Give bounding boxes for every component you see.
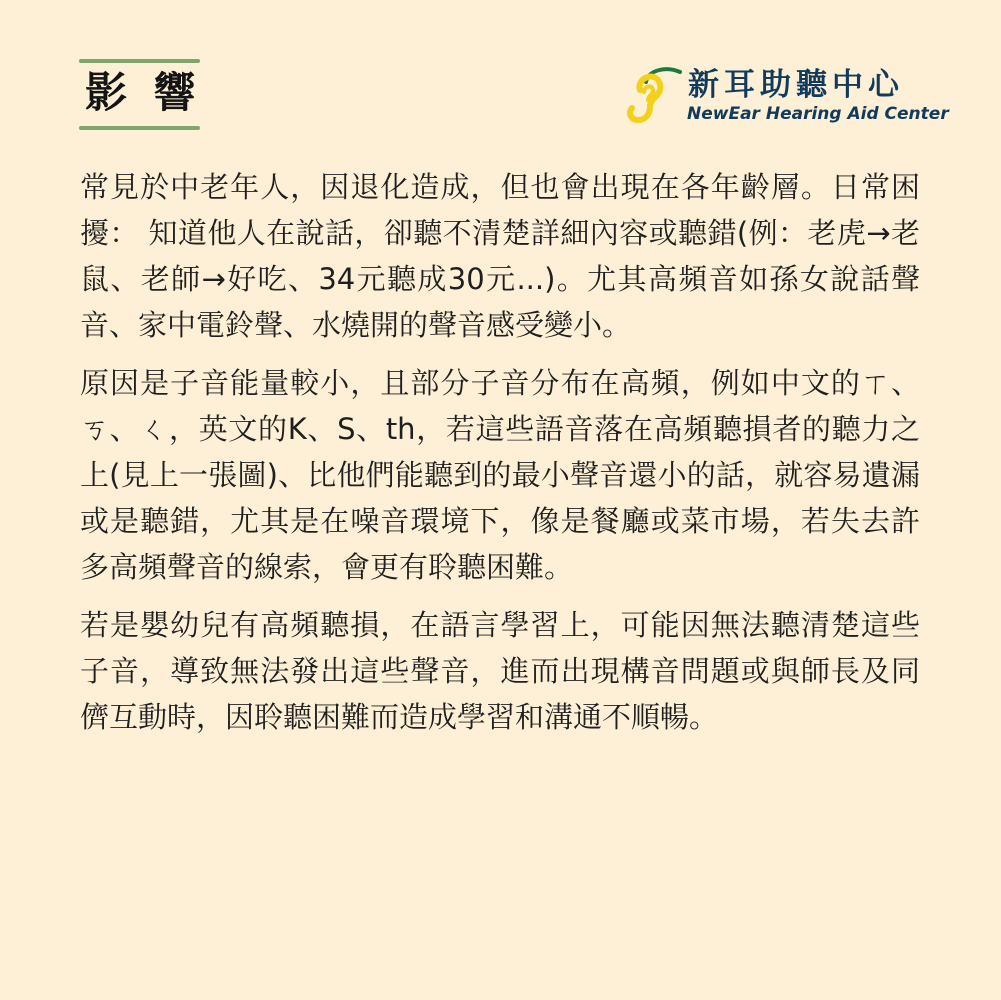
- brand-logo: [626, 62, 949, 128]
- brand-name-chinese: 新耳助聽中心: [688, 67, 904, 103]
- brand-name-english: NewEar Hearing Aid Center: [687, 104, 949, 124]
- ear-swirl-logo-icon: [626, 62, 688, 126]
- page-title: 影 響: [85, 68, 202, 117]
- title-bottom-divider: [79, 126, 200, 130]
- paragraph-causes: 原因是子音能量較小，且部分子音分布在高頻，例如中文的ㄒ、ㄎ、ㄑ，英文的K、S、th，若這些語音落在高頻聽損者的聽力之上(見上一張圖)、比他們能聽到的最小聲音還小的話，就容易遺漏或是聽錯，尤其是在噪音環境下，像是餐廳或菜市場，若失去許多高頻聲音的線索，會更有聆聽困難。: [80, 366, 920, 584]
- article-body: [80, 164, 920, 740]
- page-title-block: [79, 57, 200, 131]
- paragraph-children: 若是嬰幼兒有高頻聽損，在語言學習上，可能因無法聽清楚這些子音，導致無法發出這些聲音，進而出現構音問題或與師長及同儕互動時，因聆聽困難而造成學習和溝通不順暢。: [80, 608, 920, 734]
- paragraph-symptoms: 常見於中老年人，因退化造成，但也會出現在各年齡層。日常困擾： 知道他人在說話，卻聽不清楚詳細內容或聽錯(例：老虎→老鼠、老師→好吃、34元聽成30元...)。尤其高頻音如孫女說話聲音、家中電鈴聲、水燒開的聲音感受變小。: [80, 170, 920, 342]
- title-top-divider: [79, 59, 200, 63]
